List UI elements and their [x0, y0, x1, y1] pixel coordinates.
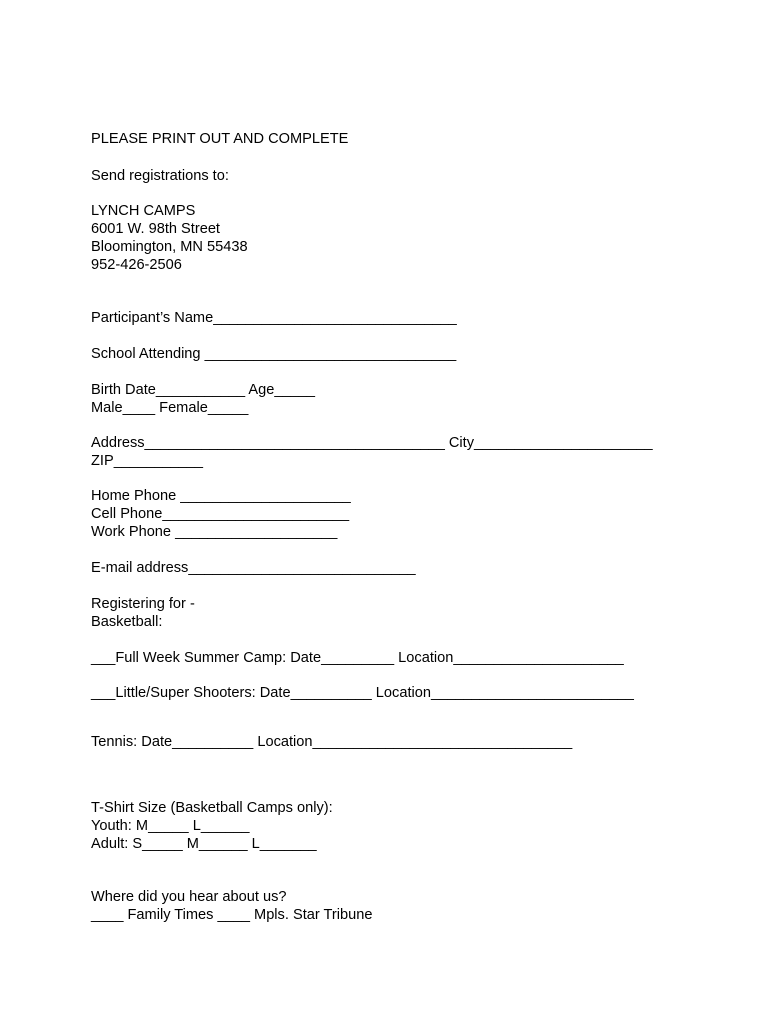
registering-for-label: Registering for -: [91, 596, 195, 612]
birth-age-field: Birth Date___________ Age_____: [91, 382, 315, 398]
print-instruction: PLEASE PRINT OUT AND COMPLETE: [91, 131, 349, 147]
full-week-camp-field: ___Full Week Summer Camp: Date_________ Location_____________________: [91, 650, 624, 666]
school-field: School Attending _______________________________: [91, 346, 457, 362]
tennis-field: Tennis: Date__________ Location________________________________: [91, 734, 573, 750]
basketball-label: Basketball:: [91, 614, 163, 630]
address-city-field: Address_____________________________________ City______________________: [91, 435, 653, 451]
city-state-zip: Bloomington, MN 55438: [91, 239, 248, 255]
little-super-shooters-field: ___Little/Super Shooters: Date__________ Location_________________________: [91, 685, 634, 701]
gender-field: Male____ Female_____: [91, 400, 249, 416]
hear-about-question: Where did you hear about us?: [91, 889, 287, 905]
tshirt-youth-field: Youth: M_____ L______: [91, 818, 250, 834]
email-field: E-mail address____________________________: [91, 560, 416, 576]
street-address: 6001 W. 98th Street: [91, 221, 220, 237]
hear-about-options: ____ Family Times ____ Mpls. Star Tribune: [91, 907, 373, 923]
zip-field: ZIP___________: [91, 453, 203, 469]
send-to-label: Send registrations to:: [91, 168, 229, 184]
tshirt-adult-field: Adult: S_____ M______ L_______: [91, 836, 317, 852]
home-phone-field: Home Phone _____________________: [91, 488, 351, 504]
org-name: LYNCH CAMPS: [91, 203, 196, 219]
work-phone-field: Work Phone ____________________: [91, 524, 338, 540]
tshirt-size-title: T-Shirt Size (Basketball Camps only):: [91, 800, 333, 816]
cell-phone-field: Cell Phone_______________________: [91, 506, 350, 522]
participant-name-field: Participant’s Name______________________________: [91, 310, 457, 326]
org-phone: 952-426-2506: [91, 257, 182, 273]
